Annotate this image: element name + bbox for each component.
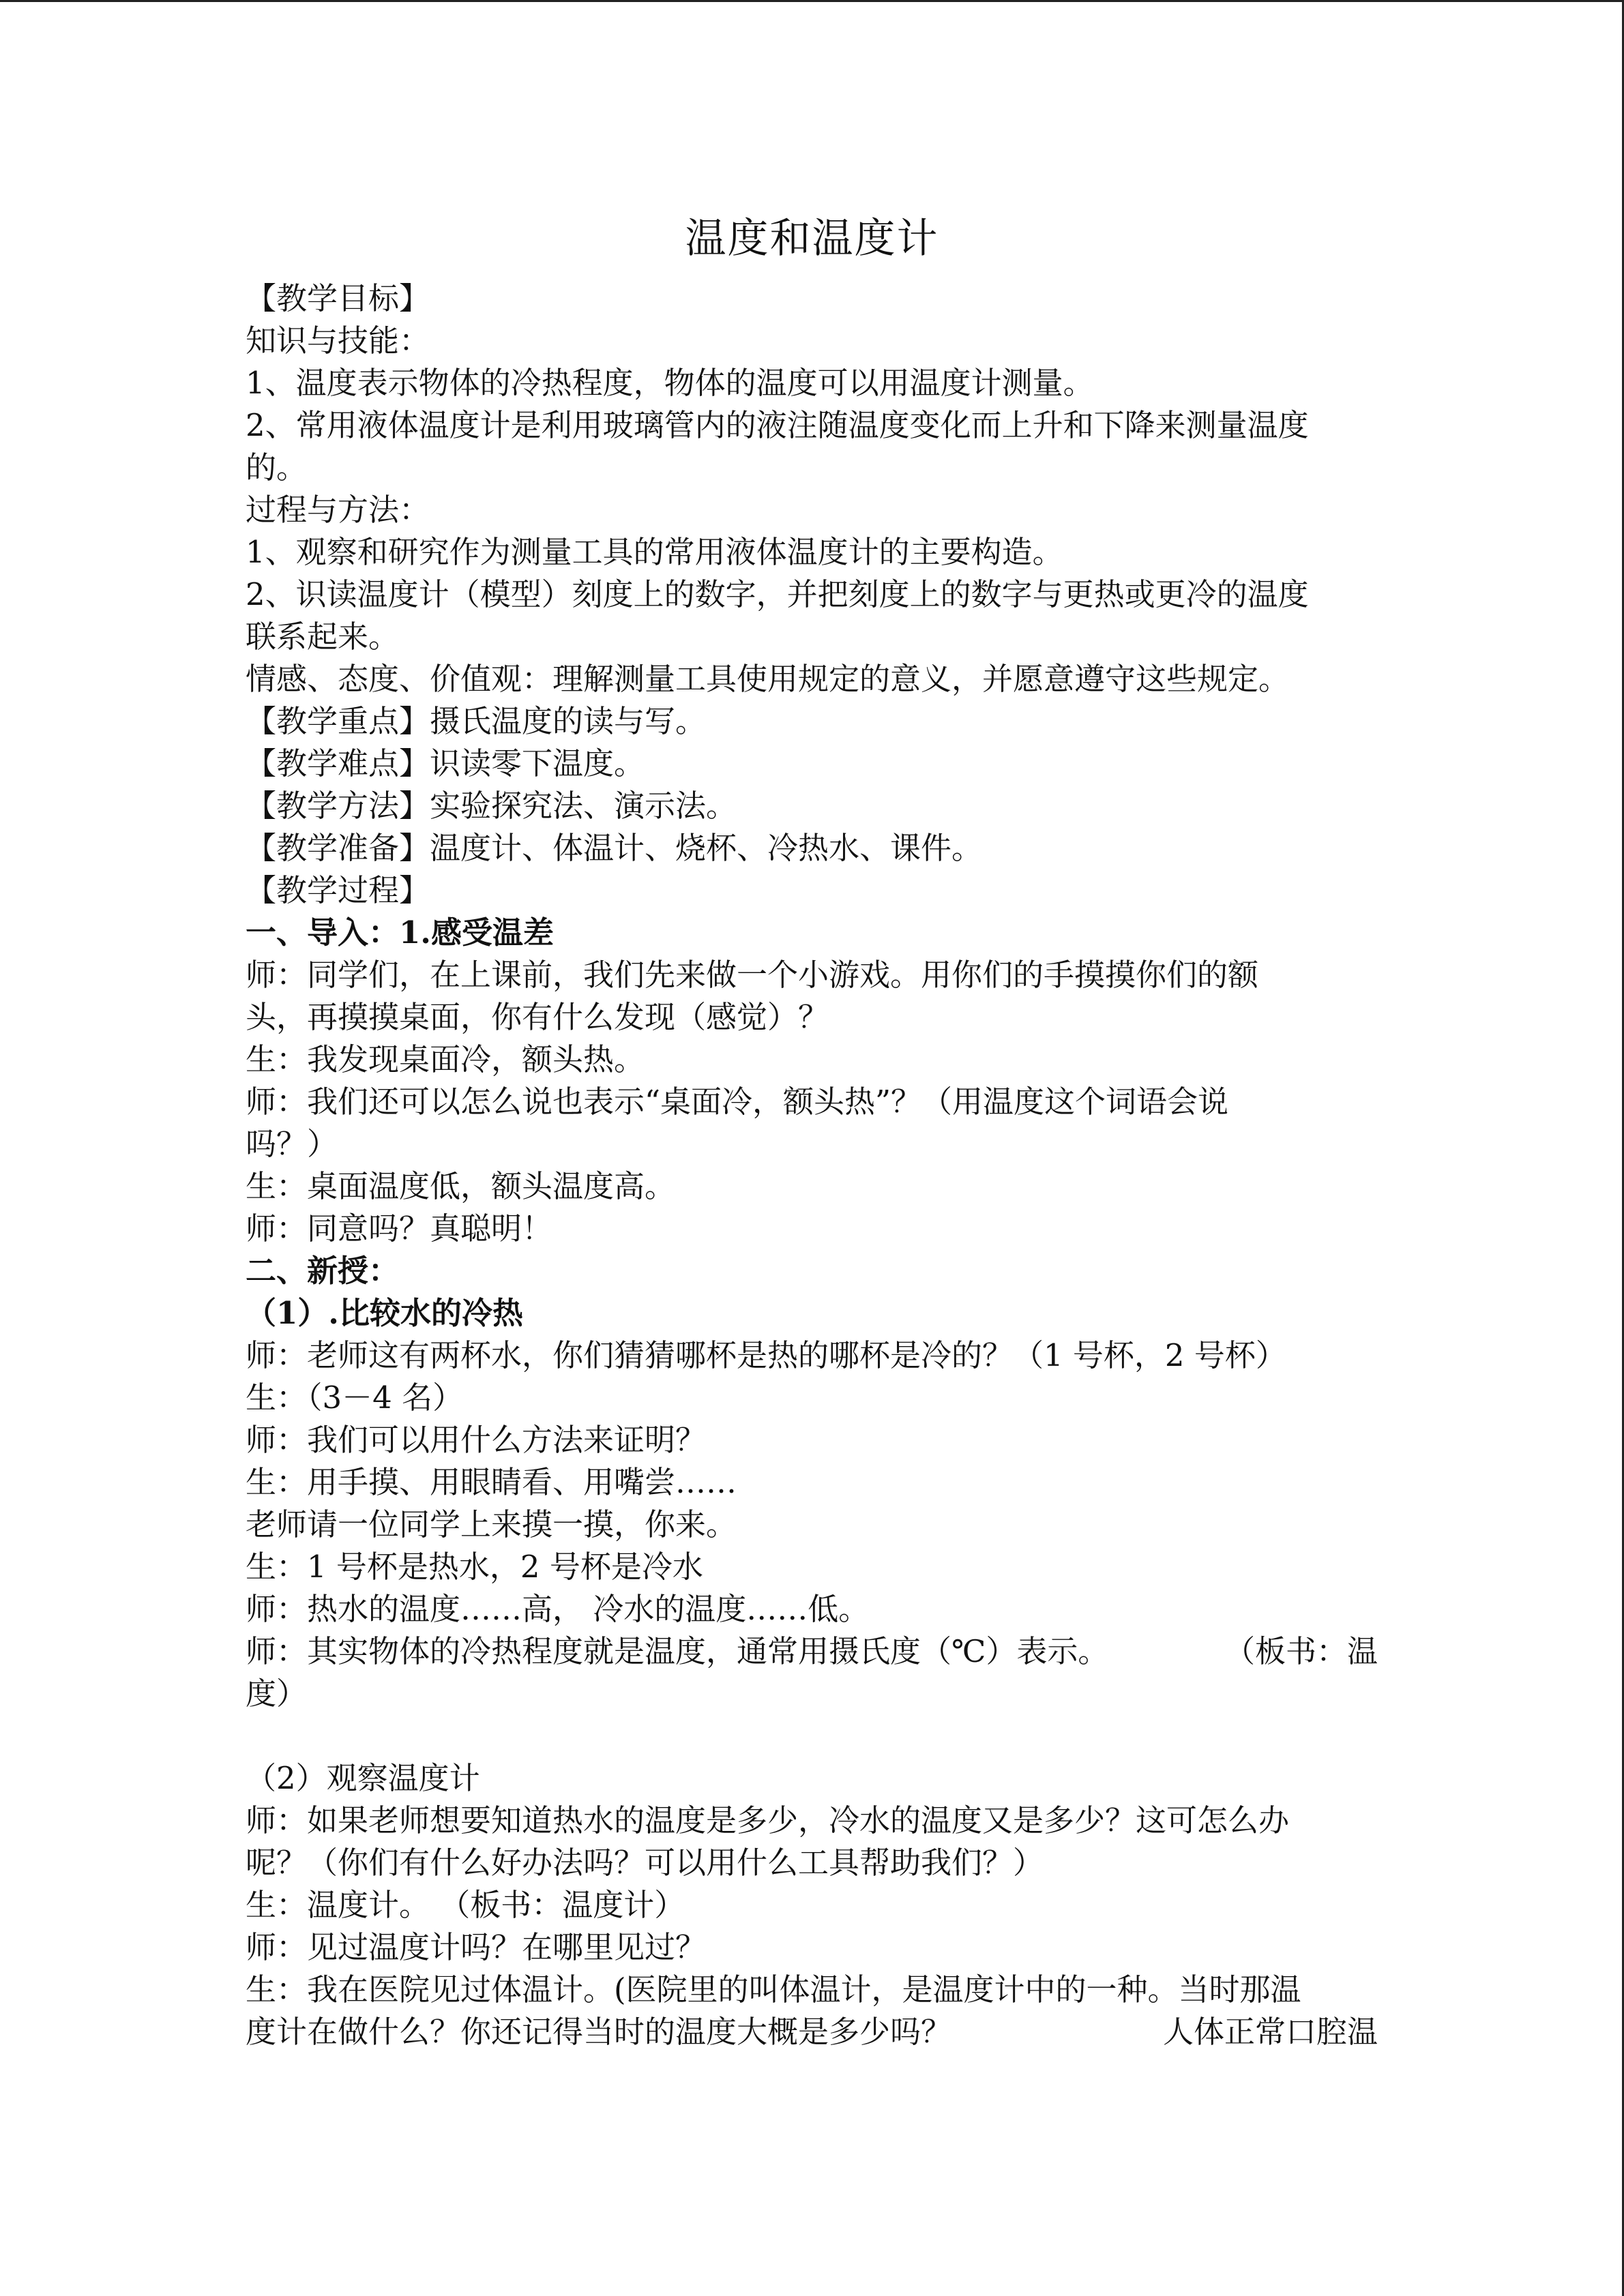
dialogue-line: 师：同学们，在上课前，我们先来做一个小游戏。用你们的手摸摸你们的额 bbox=[246, 957, 1259, 993]
document-body bbox=[246, 278, 1378, 2053]
dialogue-line: 师：我们可以用什么方法来证明？ bbox=[246, 1422, 707, 1458]
document-title: 温度和温度计 bbox=[685, 215, 939, 263]
knowledge-item-2-cont: 的。 bbox=[246, 449, 308, 486]
objectives-heading: 【教学目标】 bbox=[246, 280, 430, 316]
subsection-1-heading: （1）.比较水的冷热 bbox=[246, 1295, 523, 1331]
blank-line bbox=[246, 1715, 1378, 1757]
process-item-1: 1、观察和研究作为测量工具的常用液体温度计的主要构造。 bbox=[246, 534, 1063, 570]
dialogue-line: 生：温度计。 （板书：温度计） bbox=[246, 1887, 685, 1923]
board-note: （板书：温 bbox=[1224, 1633, 1378, 1669]
dialogue-line bbox=[246, 1630, 1378, 1673]
process-item-2-cont: 联系起来。 bbox=[246, 618, 400, 655]
difficulty: 【教学难点】识读零下温度。 bbox=[246, 745, 645, 781]
dialogue-line: 生：桌面温度低，额头温度高。 bbox=[246, 1168, 676, 1204]
section-1-heading: 一、导入：1.感受温差 bbox=[246, 914, 554, 951]
dialogue-line: 师：见过温度计吗？在哪里见过？ bbox=[246, 1929, 707, 1965]
process-title: 【教学过程】 bbox=[246, 872, 430, 908]
dialogue-text: 度计在做什么？你还记得当时的温度大概是多少吗？ bbox=[246, 2014, 952, 2050]
process-heading: 过程与方法： bbox=[246, 492, 430, 528]
knowledge-item-1: 1、温度表示物体的冷热程度，物体的温度可以用温度计测量。 bbox=[246, 365, 1094, 401]
dialogue-text-tail: 人体正常口腔温 bbox=[1162, 2014, 1378, 2050]
knowledge-item-2: 2、常用液体温度计是利用玻璃管内的液注随温度变化而上升和下降来测量温度 bbox=[246, 407, 1309, 443]
dialogue-text: 师：其实物体的冷热程度就是温度，通常用摄氏度（℃）表示。 bbox=[246, 1633, 1109, 1669]
dialogue-line: 度） bbox=[246, 1675, 308, 1712]
process-item-2: 2、识读温度计（模型）刻度上的数字，并把刻度上的数字与更热或更冷的温度 bbox=[246, 576, 1309, 612]
key-point: 【教学重点】摄氏温度的读与写。 bbox=[246, 703, 707, 739]
dialogue-line: 吗？） bbox=[246, 1126, 338, 1162]
dialogue-line: 生：（3－4 名） bbox=[246, 1380, 464, 1416]
dialogue-line: 师：如果老师想要知道热水的温度是多少，冷水的温度又是多少？这可怎么办 bbox=[246, 1802, 1290, 1838]
dialogue-line: 师：老师这有两杯水，你们猜猜哪杯是热的哪杯是冷的？（1 号杯，2 号杯） bbox=[246, 1337, 1286, 1373]
dialogue-line: 生：用手摸、用眼睛看、用嘴尝…… bbox=[246, 1464, 737, 1500]
dialogue-line: 呢？（你们有什么好办法吗？可以用什么工具帮助我们？） bbox=[246, 1845, 1044, 1881]
knowledge-heading: 知识与技能： bbox=[246, 323, 430, 359]
dialogue-line: 生：我在医院见过体温计。(医院里的叫体温计，是温度计中的一种。当时那温 bbox=[246, 1971, 1301, 2008]
dialogue-line: 师：我们还可以怎么说也表示“桌面冷，额头热”？（用温度这个词语会说 bbox=[246, 1084, 1229, 1120]
teaching-preparation: 【教学准备】温度计、体温计、烧杯、冷热水、课件。 bbox=[246, 830, 983, 866]
dialogue-line: 师：同意吗？真聪明！ bbox=[246, 1210, 553, 1247]
dialogue-line bbox=[246, 2011, 1378, 2053]
dialogue-line: 头，再摸摸桌面，你有什么发现（感觉）？ bbox=[246, 999, 829, 1035]
dialogue-line: 生：我发现桌面冷，额头热。 bbox=[246, 1041, 645, 1077]
section-2-heading: 二、新授： bbox=[246, 1253, 400, 1289]
teaching-method: 【教学方法】实验探究法、演示法。 bbox=[246, 788, 737, 824]
dialogue-line: 师：热水的温度……高， 冷水的温度……低。 bbox=[246, 1591, 870, 1627]
dialogue-line: 生：1 号杯是热水，2 号杯是冷水 bbox=[246, 1549, 703, 1585]
subsection-2-heading: （2）观察温度计 bbox=[246, 1760, 480, 1796]
emotion-objective: 情感、态度、价值观：理解测量工具使用规定的意义，并愿意遵守这些规定。 bbox=[246, 661, 1290, 697]
dialogue-line: 老师请一位同学上来摸一摸，你来。 bbox=[246, 1506, 737, 1542]
